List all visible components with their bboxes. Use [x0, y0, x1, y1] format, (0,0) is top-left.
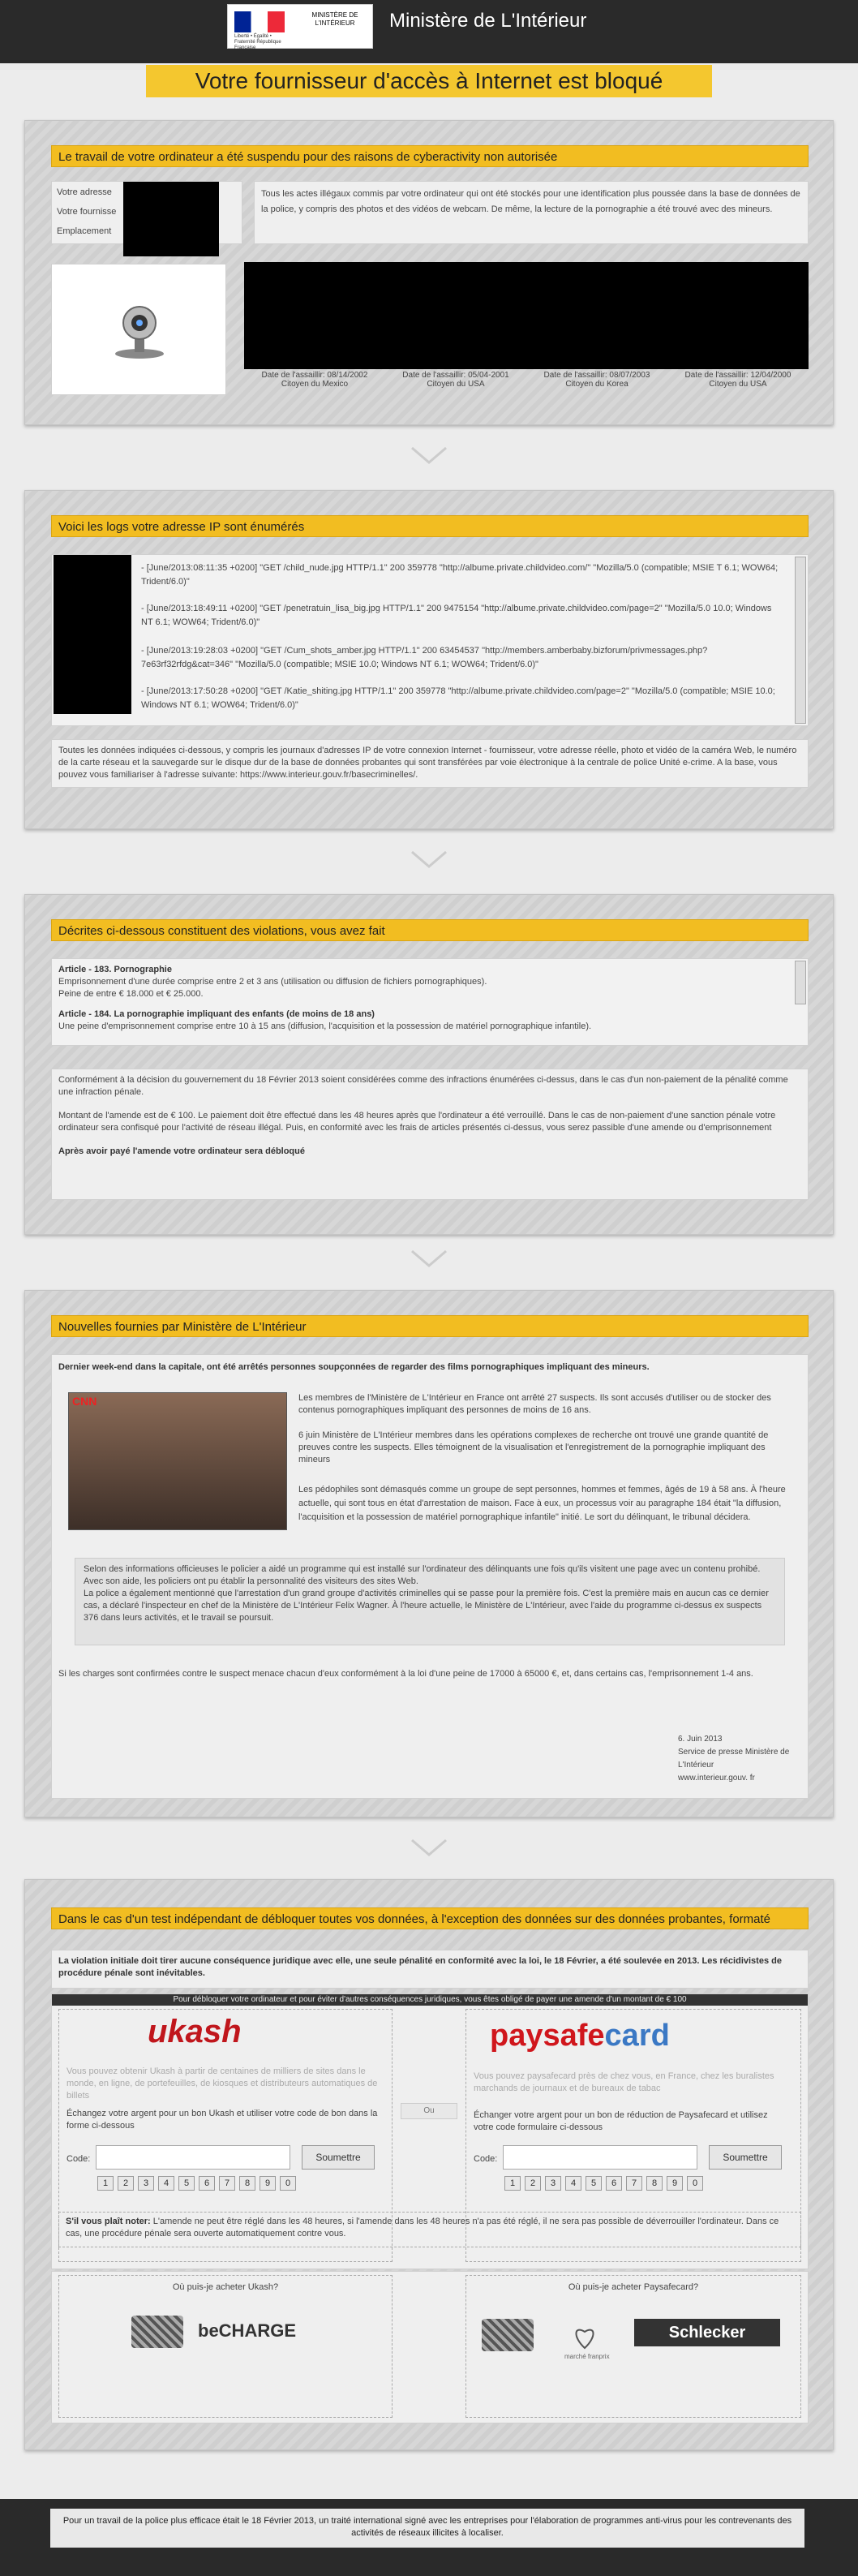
- news-paragraph: Les pédophiles sont démasqués comme un groupe de sept personnes, hommes et femmes, âgés de 19 à 58 ans. À l'heure actuelle, qui sont tous en état d'arrestation de maison. Face à eux, un processus voir au paragraphe 184 était "la diffusion, l'acquisition et la possession de matériel pornographique infantile" initié. Le sort du délinquant, le tribunal décidera.: [298, 1485, 786, 1522]
- film-reel-icon: [131, 2316, 183, 2348]
- articles-box[interactable]: [51, 958, 809, 1046]
- film-reel-icon: [482, 2319, 534, 2351]
- section-ip-logs: [24, 490, 834, 829]
- key-1-button[interactable]: 1: [97, 2176, 114, 2191]
- notice-text: L'amende ne peut être réglé dans les 48 heures, si l'amende dans les 48 heures n'a pas été réglé, il ne sera pas possible de déverrouiller l'ordinateur. Dans ce cas, une procédure pénale sera ouverte automatiquement contre vous.: [66, 2217, 779, 2238]
- payment-lead-box: [51, 1950, 809, 1989]
- news-quote-box: [75, 1558, 785, 1645]
- key-4-button[interactable]: 4: [158, 2176, 174, 2191]
- paysafecard-submit-button[interactable]: Soumettre: [709, 2145, 782, 2170]
- fine-amount-text: Montant de l'amende est de € 100. Le paiement doit être effectué dans les 48 heures après que l'ordinateur a été verrouillé. Dans le cas de non-paiement d'une sanction pénale votre ordinateur sera confisqué pour l'activité de réseau illégal. Puis, en conformité avec les frais de articles présentés ci-dessus, vous serez passible d'une amende ou d'emprisonnement: [58, 1111, 776, 1133]
- top-header: [0, 0, 858, 63]
- notice-box: [58, 2212, 801, 2247]
- chevron-down-icon: [410, 1249, 448, 1267]
- user-info-box: [51, 181, 242, 244]
- section-heading: Décrites ci-dessous constituent des violations, vous avez fait: [51, 919, 809, 941]
- paysafecard-code-input[interactable]: [503, 2145, 697, 2170]
- cnn-logo: CNN: [72, 1395, 97, 1408]
- fine-info-box: [51, 1069, 809, 1200]
- section-payment: [24, 1879, 834, 2450]
- key-3-button[interactable]: 3: [138, 2176, 154, 2191]
- ukash-submit-button[interactable]: Soumettre: [302, 2145, 375, 2170]
- payment-bar: Pour débloquer votre ordinateur et pour éviter d'autres conséquences juridiques, vous êtes obligé de payer une amende d'un montant de € 100: [52, 1994, 808, 2006]
- info-label-provider: Votre fournisse: [57, 207, 117, 217]
- photo-caption: Date de l'assaillir: 08/07/2003 Citoyen du Korea: [543, 371, 650, 389]
- evidence-note-box: [51, 739, 809, 788]
- code-label: Code:: [66, 2154, 91, 2164]
- key-1-button[interactable]: 1: [504, 2176, 521, 2191]
- paysafecard-description: Vous pouvez paysafecard près de chez vous, en France, chez les buralistes marchands de journaux et de bureaux de tabac: [474, 2071, 774, 2093]
- news-paragraph: Les membres de l'Ministère de L'Intérieur en France ont arrêté 27 suspects. Ils sont accusés d'utiliser ou de stocker des contenus pornographiques impliquant des personnes de moins de 16 ans.: [298, 1393, 771, 1415]
- franprix-logo: marché franprix: [564, 2353, 610, 2360]
- news-article: [51, 1354, 809, 1799]
- schlecker-logo: Schlecker: [634, 2319, 780, 2346]
- blocked-banner: Votre fournisseur d'accès à Internet est bloqué: [146, 65, 712, 97]
- key-5-button[interactable]: 5: [586, 2176, 602, 2191]
- key-5-button[interactable]: 5: [178, 2176, 195, 2191]
- where-to-buy-box: [51, 2271, 809, 2423]
- decision-text: Conformément à la décision du gouvernement du 18 Février 2013 soient considérées comme des infractions énumérées ci-dessus, dans le cas d'un non-paiement de la pénalité comme une infraction pénale.: [58, 1075, 788, 1097]
- site-title: Ministère de L'Intérieur: [389, 10, 587, 32]
- footer-text: Pour un travail de la police plus efficace était le 18 Février 2013, un traité international signé avec les entreprises pour l'élaboration de programmes anti-virus pour les contrevenants des activités de réseaux illicites à localiser.: [50, 2509, 804, 2548]
- ukash-keypad: [97, 2176, 300, 2191]
- or-divider: Ou: [401, 2103, 457, 2119]
- key-0-button[interactable]: 0: [280, 2176, 296, 2191]
- articles-scrollbar[interactable]: [795, 961, 806, 1004]
- ukash-code-input[interactable]: [96, 2145, 290, 2170]
- webcam-box: [51, 264, 226, 395]
- log-entry: - [June/2013:17:50:28 +0200] "GET /Katie_shiting.jpg HTTP/1.1" 200 359778 "http://albume.private.childvideo.com/page=2" "Mozilla/5.0 (compatible; MSIE 10.0; Windows NT 6.1; WOW64; Trident/6.0)": [141, 686, 775, 710]
- log-entry: - [June/2013:08:11:35 +0200] "GET /child_nude.jpg HTTP/1.1" 200 359778 "http://albume.private.childvideo.com/" "Mozilla/5.0 (compatible; MSIE T 6.1; WOW64; Trident/6.0)": [141, 563, 779, 587]
- key-7-button[interactable]: 7: [626, 2176, 642, 2191]
- info-label-ip: Votre adresse: [57, 187, 112, 197]
- news-paragraph: Si les charges sont confirmées contre le suspect menace chacun d'eux conformément à la loi d'une peine de 17000 à 65000 €, et, dans certains cas, l'emprisonnement 1-4 ans.: [58, 1669, 753, 1679]
- article-183-title: Article - 183. Pornographie: [58, 965, 172, 974]
- paysafecard-action: Échanger votre argent pour un bon de réduction de Paysafecard et utilisez votre code formulaire ci-dessous: [474, 2110, 768, 2132]
- logs-scrollbar[interactable]: [795, 557, 806, 724]
- code-label: Code:: [474, 2154, 498, 2164]
- press-signature: 6. Juin 2013 Service de presse Ministère de L'Intérieur www.interieur.gouv. fr: [678, 1735, 790, 1783]
- notice-label: S'il vous plaît noter:: [66, 2217, 151, 2226]
- article-183-fine: Peine de entre € 18.000 et € 25.000.: [58, 989, 204, 999]
- recharge-logo: beCHARGE: [198, 2320, 297, 2341]
- key-2-button[interactable]: 2: [525, 2176, 541, 2191]
- key-6-button[interactable]: 6: [199, 2176, 215, 2191]
- photo-caption: Date de l'assaillir: 12/04/2000 Citoyen du USA: [684, 371, 792, 389]
- chevron-down-icon: [410, 446, 448, 464]
- logo-ministry-name: MINISTÈRE DE L'INTÉRIEUR: [311, 11, 358, 27]
- key-7-button[interactable]: 7: [219, 2176, 235, 2191]
- franprix-icon: [571, 2320, 598, 2350]
- ukash-action: Échangez votre argent pour un bon Ukash et utiliser votre code de bon dans la forme ci-dessous: [66, 2109, 378, 2131]
- key-2-button[interactable]: 2: [118, 2176, 134, 2191]
- footer: [0, 2499, 858, 2576]
- section-heading: Le travail de votre ordinateur a été suspendu pour des raisons de cyberactivity non autorisée: [51, 145, 809, 167]
- info-label-location: Emplacement: [57, 226, 112, 236]
- news-photo: [68, 1392, 287, 1530]
- paysafecard-keypad: [504, 2176, 707, 2191]
- unlock-text: Après avoir payé l'amende votre ordinateur sera débloqué: [58, 1146, 305, 1156]
- illegal-acts-text: Tous les actes illégaux commis par votre ordinateur qui ont été stockés pour une identification plus poussée dans la base de données de la police, y compris des photos et des vidéos de webcam. De même, la lecture de la pornographie a été trouvé avec des mineurs.: [261, 189, 800, 214]
- news-lead: Dernier week-end dans la capitale, ont été arrêtés personnes soupçonnées de regarder des films pornographiques impliquant des mineurs.: [58, 1362, 650, 1372]
- key-9-button[interactable]: 9: [260, 2176, 276, 2191]
- buy-ukash-heading: Où puis-je acheter Ukash?: [172, 2282, 279, 2292]
- webcam-icon: [110, 303, 169, 360]
- redacted-ip: [54, 554, 131, 714]
- key-0-button[interactable]: 0: [687, 2176, 703, 2191]
- redacted-info: [123, 182, 219, 256]
- article-184-text: Une peine d'emprisonnement comprise entre 10 à 15 ans (diffusion, l'acquisition et la possession de matériel pornographique infantile).: [58, 1021, 592, 1031]
- section-heading: Voici les logs votre adresse IP sont énumérés: [51, 515, 809, 537]
- ukash-logo: ukash: [148, 2014, 242, 2049]
- chevron-down-icon: [410, 1838, 448, 1856]
- logo-motto: Liberté • Égalité • Fraternité République Française: [234, 34, 281, 50]
- payment-box: [51, 1993, 809, 2269]
- photo-caption: Date de l'assaillir: 08/14/2002 Citoyen du Mexico: [261, 371, 368, 389]
- chevron-down-icon: [410, 850, 448, 868]
- key-3-button[interactable]: 3: [545, 2176, 561, 2191]
- article-184-title: Article - 184. La pornographie impliquant des enfants (de moins de 18 ans): [58, 1009, 375, 1019]
- redacted-webcam-photos: [244, 262, 809, 369]
- paysafecard-logo: paysafecard: [490, 2019, 670, 2053]
- logs-box[interactable]: [51, 554, 809, 726]
- evidence-note: Toutes les données indiquées ci-dessous, y compris les journaux d'adresses IP de votre connexion Internet - fournisseur, votre adresse réelle, photo et vidéo de la caméra Web, le numéro de la carte réseau et la sauvegarde sur le disque dur de la base de données probantes qui sont transférées par voie électronique à la centrale de police Unité e-crime. A la base, vous pouvez vous familiariser à l'adresse suivante: https://www.interieur.gouv.fr/basecriminelles/.: [58, 746, 797, 780]
- news-quote: Selon des informations officieuses le policier a aidé un programme qui est installé sur l'ordinateur des délinquants une fois qu'ils visitent une page avec un contenu prohibé. Avec son aide, les policiers ont pu établir la personnalité des visiteurs des sites Web. La police a également mentionné que l'arrestation d'un grand groupe d'activités criminelles qui se passe pour la première fois. C'est la première mais en aucun cas ce dernier cas, a déclaré l'inspecteur en chef de la Ministère de L'Intérieur Felix Wagner. À l'heure actuelle, le Ministère de L'Intérieur, avec l'aide du programme ci-dessus ex suspects 376 dans leurs activités, et le travail se poursuit.: [84, 1564, 769, 1623]
- log-entry: - [June/2013:19:28:03 +0200] "GET /Cum_shots_amber.jpg HTTP/1.1" 200 63454537 "http://members.amberbaby.bizforum/privmessages.php? 7e63rf32rfdg&cat=346" "Mozilla/5.0 (compatible; MSIE 10.0; Windows NT 6.1; WOW64; Trident/6.0)": [141, 646, 708, 669]
- section-heading: Nouvelles fournies par Ministère de L'Intérieur: [51, 1315, 809, 1337]
- key-8-button[interactable]: 8: [239, 2176, 255, 2191]
- payment-lead: La violation initiale doit tirer aucune conséquence juridique avec elle, une seule pénalité en conformité avec la loi, le 18 Février, a été soulevée en 2013. Les récidivistes de procédure pénale sont inévitables.: [58, 1956, 782, 1978]
- section-suspended: [24, 120, 834, 425]
- key-9-button[interactable]: 9: [667, 2176, 683, 2191]
- key-6-button[interactable]: 6: [606, 2176, 622, 2191]
- photo-captions: [244, 371, 809, 390]
- marianne-logo-icon: [234, 11, 285, 32]
- ukash-description: Vous pouvez obtenir Ukash à partir de centaines de milliers de sites dans le monde, en ligne, de portefeuilles, de kiosques et distributeurs automatiques de billets: [66, 2066, 378, 2101]
- news-paragraph: 6 juin Ministère de L'Intérieur membres dans les opérations complexes de recherche ont trouvé une grande quantité de preuves contre les suspects. Elles témoignent de la visualisation et l'enregistrement de la pornographie impliquant des mineurs: [298, 1430, 769, 1464]
- buy-paysafecard-heading: Où puis-je acheter Paysafecard?: [568, 2282, 699, 2292]
- key-8-button[interactable]: 8: [646, 2176, 663, 2191]
- illegal-acts-text-box: [254, 181, 809, 244]
- section-news: [24, 1290, 834, 1817]
- section-violations: [24, 894, 834, 1235]
- section-heading: Dans le cas d'un test indépendant de débloquer toutes vos données, à l'exception des données sur des données probantes, formaté: [51, 1907, 809, 1929]
- ukash-retailers: [58, 2275, 393, 2418]
- ministry-logo: [227, 4, 373, 49]
- key-4-button[interactable]: 4: [565, 2176, 581, 2191]
- photo-caption: Date de l'assaillir: 05/04-2001 Citoyen du USA: [402, 371, 509, 389]
- article-183-text: Emprisonnement d'une durée comprise entre 2 et 3 ans (utilisation ou diffusion de fichiers pornographiques).: [58, 977, 487, 987]
- log-entry: - [June/2013:18:49:11 +0200] "GET /penetratuin_lisa_big.jpg HTTP/1.1" 200 9475154 "http://albume.private.childvideo.com/page=2" "Mozilla/5.0 10.0; Windows NT 6.1; WOW64; Trident/6.0)": [141, 604, 772, 627]
